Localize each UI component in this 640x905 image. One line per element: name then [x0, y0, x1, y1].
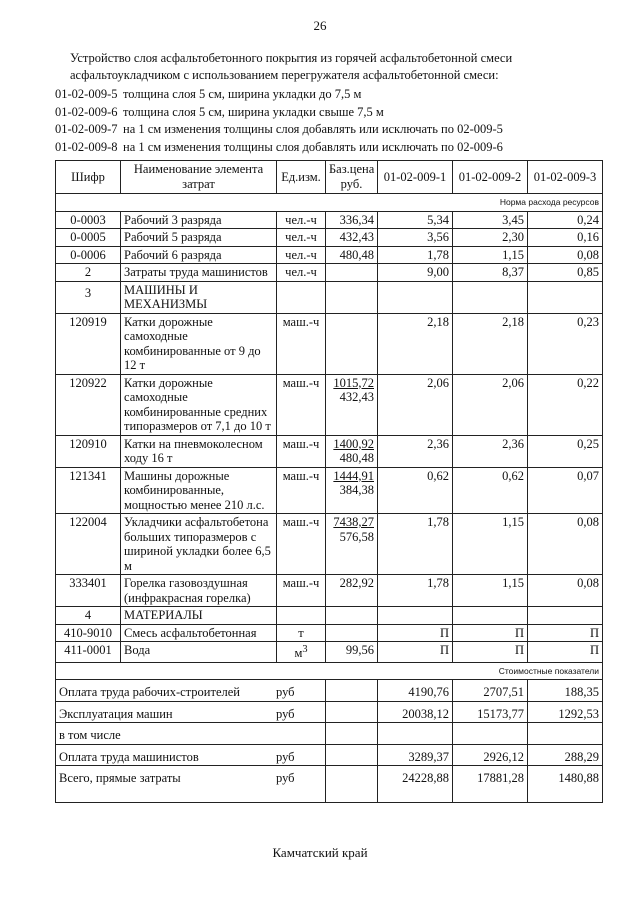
column-header: 01-02-009-3	[528, 161, 603, 194]
totals-value: 4190,76	[378, 680, 453, 702]
cell-value: 5,34	[378, 211, 453, 229]
table-row	[56, 264, 603, 282]
totals-value: 3289,37	[378, 744, 453, 766]
cell-unit: маш.-ч	[277, 575, 326, 607]
totals-value: 17881,28	[453, 766, 528, 803]
cell-value: 0,16	[528, 229, 603, 247]
variant-text: толщина слоя 5 см, ширина укладки свыше 7,5 м	[123, 104, 384, 119]
cell-value: П	[528, 624, 603, 642]
price-bottom: 480,48	[339, 451, 374, 465]
price-top: 1015,72	[333, 375, 374, 390]
cell-price	[326, 514, 378, 575]
cell-value: 0,85	[528, 264, 603, 282]
variant-text: толщина слоя 5 см, ширина укладки до 7,5 м	[123, 87, 362, 101]
column-header: Ед.изм.	[277, 161, 326, 194]
cell-value: 0,08	[528, 514, 603, 575]
cell-price: 99,56	[326, 642, 378, 663]
cell-price: 480,48	[326, 246, 378, 264]
unit-superscript: 3	[302, 644, 308, 655]
table-row	[56, 374, 603, 435]
cell-price: 432,43	[326, 229, 378, 247]
cell-value: 1,78	[378, 246, 453, 264]
totals-unit: руб	[276, 771, 295, 786]
totals-row	[56, 680, 603, 702]
totals-value: 1480,88	[528, 766, 603, 803]
cell-code: 121341	[56, 467, 121, 514]
totals-unit: руб	[276, 749, 295, 764]
cell-code: 333401	[56, 575, 121, 607]
cell-value: 0,23	[528, 313, 603, 374]
section-title: МАТЕРИАЛЫ	[121, 607, 277, 625]
cell-name: Машины дорожные комбинированные, мощностью менее 210 л.с.	[121, 467, 277, 514]
totals-value: 188,35	[528, 680, 603, 702]
cell-value: 2,36	[453, 435, 528, 467]
variant-item	[55, 104, 615, 122]
cell-value: 0,24	[528, 211, 603, 229]
cell-name: Укладчики асфальтобетона больших типоразмеров с шириной укладки более 6,5 м	[121, 514, 277, 575]
cell-name: Рабочий 6 разряда	[121, 246, 277, 264]
column-header: 01-02-009-2	[453, 161, 528, 194]
table-header-row	[56, 161, 603, 194]
cell-unit: чел.-ч	[277, 229, 326, 247]
column-header: Наименование элемента затрат	[121, 161, 277, 194]
cell-value: 3,56	[378, 229, 453, 247]
totals-label: Оплата труда рабочих-строителей руб	[56, 680, 326, 702]
price-bottom: 576,58	[339, 529, 374, 544]
totals-value: 15173,77	[453, 701, 528, 723]
cell-unit: чел.-ч	[277, 211, 326, 229]
cell-value: 1,15	[453, 246, 528, 264]
totals-label: Эксплуатация машин руб	[56, 701, 326, 723]
totals-value: 2926,12	[453, 744, 528, 766]
cell-value: 0,25	[528, 435, 603, 467]
variant-list	[55, 86, 615, 156]
cell-value: 0,62	[378, 467, 453, 514]
cell-value: 2,36	[378, 435, 453, 467]
cell-name: Катки дорожные самоходные комбинированные от 9 до 12 т	[121, 313, 277, 374]
table-row	[56, 246, 603, 264]
totals-row	[56, 766, 603, 803]
cell-price	[326, 374, 378, 435]
cell-value: 2,18	[453, 313, 528, 374]
cost-label: Стоимостные показатели	[56, 662, 603, 680]
variant-code: 01-02-009-7	[55, 122, 118, 136]
cell-value: 3,45	[453, 211, 528, 229]
price-bottom: 432,43	[339, 390, 374, 404]
table-row	[56, 435, 603, 467]
cell-price	[326, 435, 378, 467]
norms-label: Норма расхода ресурсов	[56, 194, 603, 212]
section-row	[56, 607, 603, 625]
cell-value: П	[378, 642, 453, 663]
resource-table	[55, 160, 603, 803]
cell-unit: чел.-ч	[277, 246, 326, 264]
cost-label-row	[56, 662, 603, 680]
cell-value: 1,78	[378, 514, 453, 575]
cell-unit: маш.-ч	[277, 467, 326, 514]
cell-value: 2,06	[378, 374, 453, 435]
cell-unit: т	[277, 624, 326, 642]
cell-value: П	[453, 642, 528, 663]
cell-code: 120922	[56, 374, 121, 435]
cell-unit: чел.-ч	[277, 264, 326, 282]
price-top: 1400,92	[333, 436, 374, 451]
cell-code: 122004	[56, 514, 121, 575]
variant-code: 01-02-009-6	[55, 104, 118, 119]
table-row	[56, 211, 603, 229]
cell-value: 9,00	[378, 264, 453, 282]
norms-label-row	[56, 194, 603, 212]
cell-code: 120910	[56, 435, 121, 467]
table-row	[56, 229, 603, 247]
variant-code: 01-02-009-5	[55, 87, 118, 101]
totals-value: 1292,53	[528, 701, 603, 723]
cell-price: 336,34	[326, 211, 378, 229]
cell-value: 0,62	[453, 467, 528, 514]
section-title: МАШИНЫ И МЕХАНИЗМЫ	[121, 281, 277, 313]
cell-value: П	[453, 624, 528, 642]
totals-unit: руб	[276, 706, 295, 721]
cell-value: 1,15	[453, 514, 528, 575]
page-number: 26	[313, 18, 327, 33]
cell-code: 411-0001	[56, 642, 121, 663]
table-row	[56, 467, 603, 514]
totals-row	[56, 723, 603, 745]
cell-value: 1,78	[378, 575, 453, 607]
cell-value: 0,22	[528, 374, 603, 435]
cell-name: Рабочий 3 разряда	[121, 211, 277, 229]
table-row	[56, 575, 603, 607]
cell-unit: маш.-ч	[277, 374, 326, 435]
cell-code: 3	[56, 281, 121, 313]
cell-name: Катки на пневмоколесном ходу 16 т	[121, 435, 277, 467]
price-top: 1444,91	[333, 468, 374, 483]
cell-name: Горелка газовоздушная (инфракрасная горелка)	[121, 575, 277, 607]
cell-value: 2,18	[378, 313, 453, 374]
cell-value: 0,08	[528, 246, 603, 264]
cell-price	[326, 313, 378, 374]
cell-price	[326, 467, 378, 514]
cell-name: Затраты труда машинистов	[121, 264, 277, 282]
totals-value: 288,29	[528, 744, 603, 766]
variant-item	[55, 86, 615, 104]
variant-text: на 1 см изменения толщины слоя добавлять или исключать по 02-009-5	[123, 122, 503, 136]
section-row	[56, 281, 603, 313]
cell-code: 0-0003	[56, 211, 121, 229]
cell-unit: маш.-ч	[277, 313, 326, 374]
variant-text: на 1 см изменения толщины слоя добавлять или исключать по 02-009-6	[123, 139, 503, 154]
cell-name: Вода	[121, 642, 277, 663]
page-footer: Камчатский край	[272, 845, 368, 860]
totals-label: Всего, прямые затраты руб	[56, 766, 326, 803]
unit-text: м	[294, 646, 303, 661]
price-top: 7438,27	[333, 515, 374, 529]
column-header: Баз.цена руб.	[326, 161, 378, 194]
cell-code: 2	[56, 264, 121, 282]
table-row	[56, 642, 603, 663]
cell-code: 0-0006	[56, 246, 121, 264]
cell-price: 282,92	[326, 575, 378, 607]
cell-value: 1,15	[453, 575, 528, 607]
cell-name: Катки дорожные самоходные комбинированные средних типоразмеров от 7,1 до 10 т	[121, 374, 277, 435]
cell-value: 0,07	[528, 467, 603, 514]
totals-row	[56, 701, 603, 723]
totals-value: 2707,51	[453, 680, 528, 702]
cell-unit	[277, 642, 326, 663]
cell-value: П	[378, 624, 453, 642]
table-row	[56, 514, 603, 575]
totals-value: 24228,88	[378, 766, 453, 803]
cell-value: 8,37	[453, 264, 528, 282]
totals-label: в том числе	[56, 723, 326, 745]
totals-value: 20038,12	[378, 701, 453, 723]
column-header: 01-02-009-1	[378, 161, 453, 194]
variant-code: 01-02-009-8	[55, 139, 118, 154]
section-heading: Устройство слоя асфальтобетонного покрытия из горячей асфальтобетонной смеси асфальтоукладчиком с использованием перегружателя асфальтобетонной смеси:	[70, 51, 513, 82]
column-header: Шифр	[56, 161, 121, 194]
cell-unit: маш.-ч	[277, 435, 326, 467]
cell-value: П	[528, 642, 603, 663]
totals-unit: руб	[276, 685, 295, 700]
totals-row	[56, 744, 603, 766]
variant-item	[55, 139, 615, 157]
cell-value: 2,06	[453, 374, 528, 435]
cell-name: Рабочий 5 разряда	[121, 229, 277, 247]
cell-name: Смесь асфальтобетонная	[121, 624, 277, 642]
table-row	[56, 624, 603, 642]
cell-price	[326, 624, 378, 642]
cell-code: 4	[56, 607, 121, 625]
cell-unit: маш.-ч	[277, 514, 326, 575]
table-row	[56, 313, 603, 374]
price-bottom: 384,38	[339, 483, 374, 497]
variant-item	[55, 121, 615, 139]
cell-code: 410-9010	[56, 624, 121, 642]
cell-value: 0,08	[528, 575, 603, 607]
totals-label: Оплата труда машинистов руб	[56, 744, 326, 766]
cell-value: 2,30	[453, 229, 528, 247]
cell-code: 120919	[56, 313, 121, 374]
cell-price	[326, 264, 378, 282]
cell-code: 0-0005	[56, 229, 121, 247]
